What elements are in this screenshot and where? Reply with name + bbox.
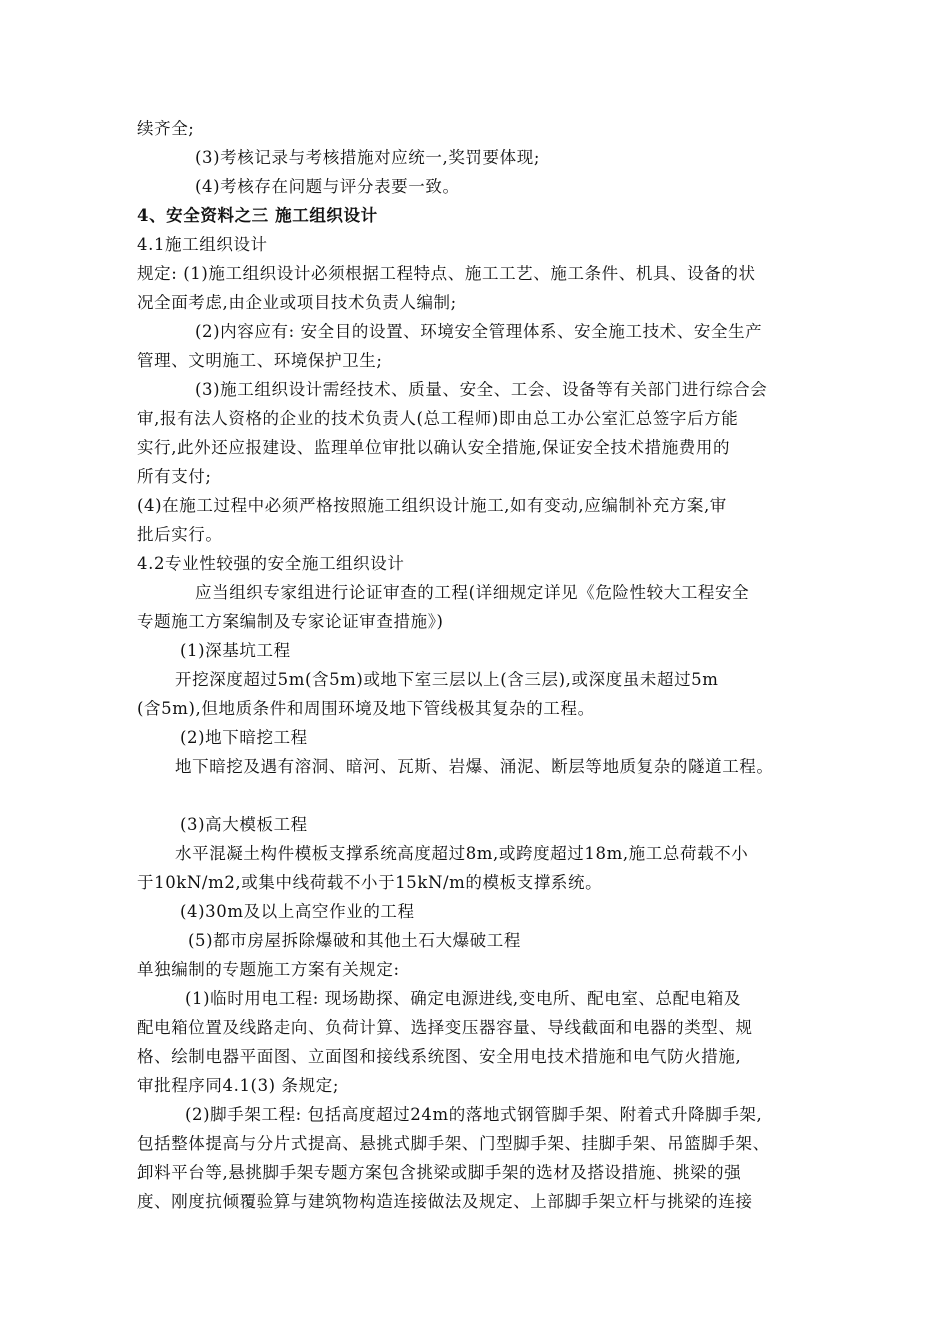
text-line: 开挖深度超过5m(含5m)或地下室三层以上(含三层),或深度虽未超过5m (175, 670, 719, 689)
text-line: (3)考核记录与考核措施对应统一,奖罚要体现; (195, 148, 540, 167)
text-line: (4)在施工过程中必须严格按照施工组织设计施工,如有变动,应编制补充方案,审 (137, 496, 727, 515)
text-line: 格、绘制电器平面图、立面图和接线系统图、安全用电技术措施和电气防火措施, (137, 1047, 742, 1066)
text-line: 包括整体提高与分片式提高、悬挑式脚手架、门型脚手架、挂脚手架、吊篮脚手架、 (137, 1134, 770, 1153)
text-line: 规定: (1)施工组织设计必须根据工程特点、施工工艺、施工条件、机具、设备的状 (137, 264, 756, 283)
text-line: 专题施工方案编制及专家论证审查措施》) (137, 612, 444, 631)
text-line: 批后实行。 (137, 525, 223, 544)
text-line: 续齐全; (137, 119, 195, 138)
text-line: (3)施工组织设计需经技术、质量、安全、工会、设备等有关部门进行综合会 (195, 380, 768, 399)
text-line: 实行,此外还应报建设、监理单位审批以确认安全措施,保证安全技术措施费用的 (137, 438, 731, 457)
subsection-heading: 4.1施工组织设计 (137, 235, 268, 254)
text-line: (含5m),但地质条件和周围环境及地下管线极其复杂的工程。 (137, 699, 595, 718)
text-line: (5)都市房屋拆除爆破和其他土石大爆破工程 (188, 931, 521, 950)
text-line: (2)内容应有: 安全目的设置、环境安全管理体系、安全施工技术、安全生产 (195, 322, 763, 341)
text-line: 单独编制的专题施工方案有关规定: (137, 960, 400, 979)
text-line: (4)30m及以上高空作业的工程 (180, 902, 415, 921)
text-line: 于10kN/m2,或集中线荷载不小于15kN/m的模板支撑系统。 (137, 873, 603, 892)
text-line: (1)临时用电工程: 现场勘探、确定电源进线,变电所、配电室、总配电箱及 (185, 989, 742, 1008)
text-line: 所有支付; (137, 467, 212, 486)
text-line: 配电箱位置及线路走向、负荷计算、选择变压器容量、导线截面和电器的类型、规 (137, 1018, 753, 1037)
text-line: 审批程序同4.1(3) 条规定; (137, 1076, 340, 1095)
subsection-heading: 4.2专业性较强的安全施工组织设计 (137, 554, 405, 573)
text-line: 审,报有法人资格的企业的技术负责人(总工程师)即由总工办公室汇总签字后方能 (137, 409, 739, 428)
text-line: 管理、文明施工、环境保护卫生; (137, 351, 383, 370)
text-line: (3)高大模板工程 (180, 815, 308, 834)
section-heading: 4、安全资料之三 施工组织设计 (137, 206, 378, 225)
text-line: (2)脚手架工程: 包括高度超过24m的落地式钢管脚手架、附着式升降脚手架, (185, 1105, 763, 1124)
text-line: 地下暗挖及遇有溶洞、暗河、瓦斯、岩爆、涌泥、断层等地质复杂的隧道工程。 (175, 757, 774, 776)
text-line: 卸料平台等,悬挑脚手架专题方案包含挑梁或脚手架的选材及搭设措施、挑梁的强 (137, 1163, 742, 1182)
text-line: 度、刚度抗倾覆验算与建筑物构造连接做法及规定、上部脚手架立杆与挑梁的连接 (137, 1192, 753, 1211)
text-line: 水平混凝土构件模板支撑系统高度超过8m,或跨度超过18m,施工总荷载不小 (175, 844, 749, 863)
text-line: 况全面考虑,由企业或项目技术负责人编制; (137, 293, 457, 312)
text-line: 应当组织专家组进行论证审查的工程(详细规定详见《危险性较大工程安全 (195, 583, 750, 602)
text-line: (2)地下暗挖工程 (180, 728, 308, 747)
text-line: (4)考核存在问题与评分表要一致。 (195, 177, 460, 196)
text-line: (1)深基坑工程 (180, 641, 291, 660)
